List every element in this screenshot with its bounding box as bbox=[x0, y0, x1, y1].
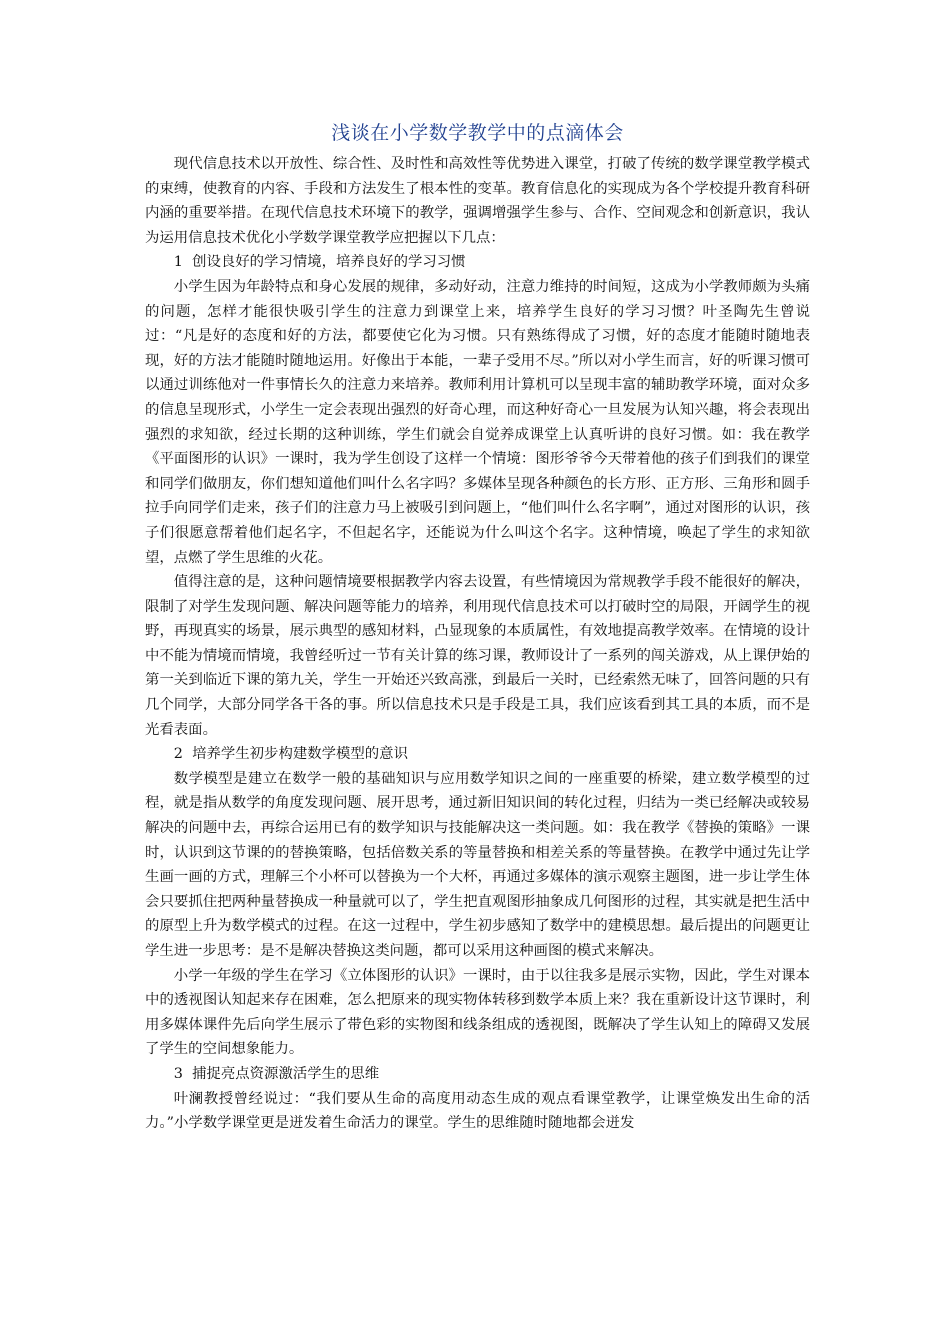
section-heading-1: 1 创设良好的学习情境，培养良好的学习习惯 bbox=[173, 254, 466, 271]
body-paragraph: 小学生因为年龄特点和身心发展的规律，多动好动，注意力维持的时间短，这成为小学教师颇为头痛的问题，怎样才能很快吸引学生的注意力到课堂上来，培养学生良好的学习习惯？叶圣陶先生曾说过：“凡是好的态度和好的方法，都要使它化为习惯。只有熟练得成了习惯，好的态度才能随时随地表现，好的方法才能随时随地运用。好像出于本能，一辈子受用不尽。”所以对小学生而言，好的听课习惯可以通过训练他对一件事情长久的注意力来培养。教师利用计算机可以呈现丰富的辅助教学环境，面对众多的信息呈现形式，小学生一定会表现出强烈的好奇心理，而这种好奇心一旦发展为认知兴趣，将会表现出强烈的求知欲，经过长期的这种训练，学生们就会自觉养成课堂上认真听讲的良好习惯。如：我在教学《平面图形的认识》一课时，我为学生创设了这样一个情境：图形爷爷今天带着他的孩子们到我们的课堂和同学们做朋友，你们想知道他们叫什么名字吗？多媒体呈现各种颜色的长方形、正方形、三角形和圆手拉手向同学们走来，孩子们的注意力马上被吸引到问题上，“他们叫什么名字啊”，通过对图形的认识，孩子们很愿意帮着他们起名字，不但起名字，还能说为什么叫这个名字。这种情境，唤起了学生的求知欲望，点燃了学生思维的火花。 bbox=[145, 278, 810, 566]
section-heading-3: 3 捕捉亮点资源激活学生的思维 bbox=[173, 1065, 380, 1082]
body-paragraph: 数学模型是建立在数学一般的基础知识与应用数学知识之间的一座重要的桥梁，建立数学模型的过程，就是指从数学的角度发现问题、展开思考，通过新旧知识间的转化过程，归结为一类已经解决或较易解决的问题中去，再综合运用已有的数学知识与技能解决这一类问题。如：我在教学《替换的策略》一课时，认识到这节课的的替换策略，包括倍数关系的等量替换和相差关系的等量替换。在教学中通过先让学生画一画的方式，理解三个小杯可以替换为一个大杯，再通过多媒体的演示观察主题图，进一步让学生体会只要抓住把两种量替换成一种量就可以了，学生把直观图形抽象成几何图形的过程，其实就是把生活中的原型上升为数学模式的过程。在这一过程中，学生初步感知了数学中的建模思想。最后提出的问题更让学生进一步思考：是不是解决替换这类问题，都可以采用这种画图的模式来解决。 bbox=[145, 770, 810, 959]
intro-paragraph: 现代信息技术以开放性、综合性、及时性和高效性等优势进入课堂，打破了传统的数学课堂教学模式的束缚，使教育的内容、手段和方法发生了根本性的变革。教育信息化的实现成为各个学校提升教育科研内涵的重要举措。在现代信息技术环境下的教学，强调增强学生参与、合作、空间观念和创新意识，我认为运用信息技术优化小学数学课堂教学应把握以下几点： bbox=[145, 156, 810, 246]
document-body bbox=[145, 118, 810, 1136]
body-paragraph: 叶澜教授曾经说过：“我们要从生命的高度用动态生成的观点看课堂教学，让课堂焕发出生命的活力。”小学数学课堂更是迸发着生命活力的课堂。学生的思维随时随地都会迸发 bbox=[145, 1090, 810, 1132]
section-heading-2: 2 培养学生初步构建数学模型的意识 bbox=[173, 746, 408, 763]
body-paragraph: 值得注意的是，这种问题情境要根据教学内容去设置，有些情境因为常规教学手段不能很好的解决，限制了对学生发现问题、解决问题等能力的培养，利用现代信息技术可以打破时空的局限，开阔学生的视野，再现真实的场景，展示典型的感知材料，凸显现象的本质属性，有效地提高教学效率。在情境的设计中不能为情境而情境，我曾经听过一节有关计算的练习课，教师设计了一系列的闯关游戏，从上课伊始的第一关到临近下课的第九关，学生一开始还兴致高涨，到最后一关时，已经索然无味了，回答问题的只有几个同学，大部分同学各干各的事。所以信息技术只是手段是工具，我们应该看到其工具的本质，而不是光看表面。 bbox=[145, 574, 810, 738]
body-paragraph: 小学一年级的学生在学习《立体图形的认识》一课时，由于以往我多是展示实物，因此，学生对课本中的透视图认知起来存在困难，怎么把原来的现实物体转移到数学本质上来？我在重新设计这节课时，利用多媒体课件先后向学生展示了带色彩的实物图和线条组成的透视图，既解决了学生认知上的障碍又发展了学生的空间想象能力。 bbox=[145, 967, 810, 1058]
document-title: 浅谈在小学数学教学中的点滴体会 bbox=[331, 122, 624, 144]
